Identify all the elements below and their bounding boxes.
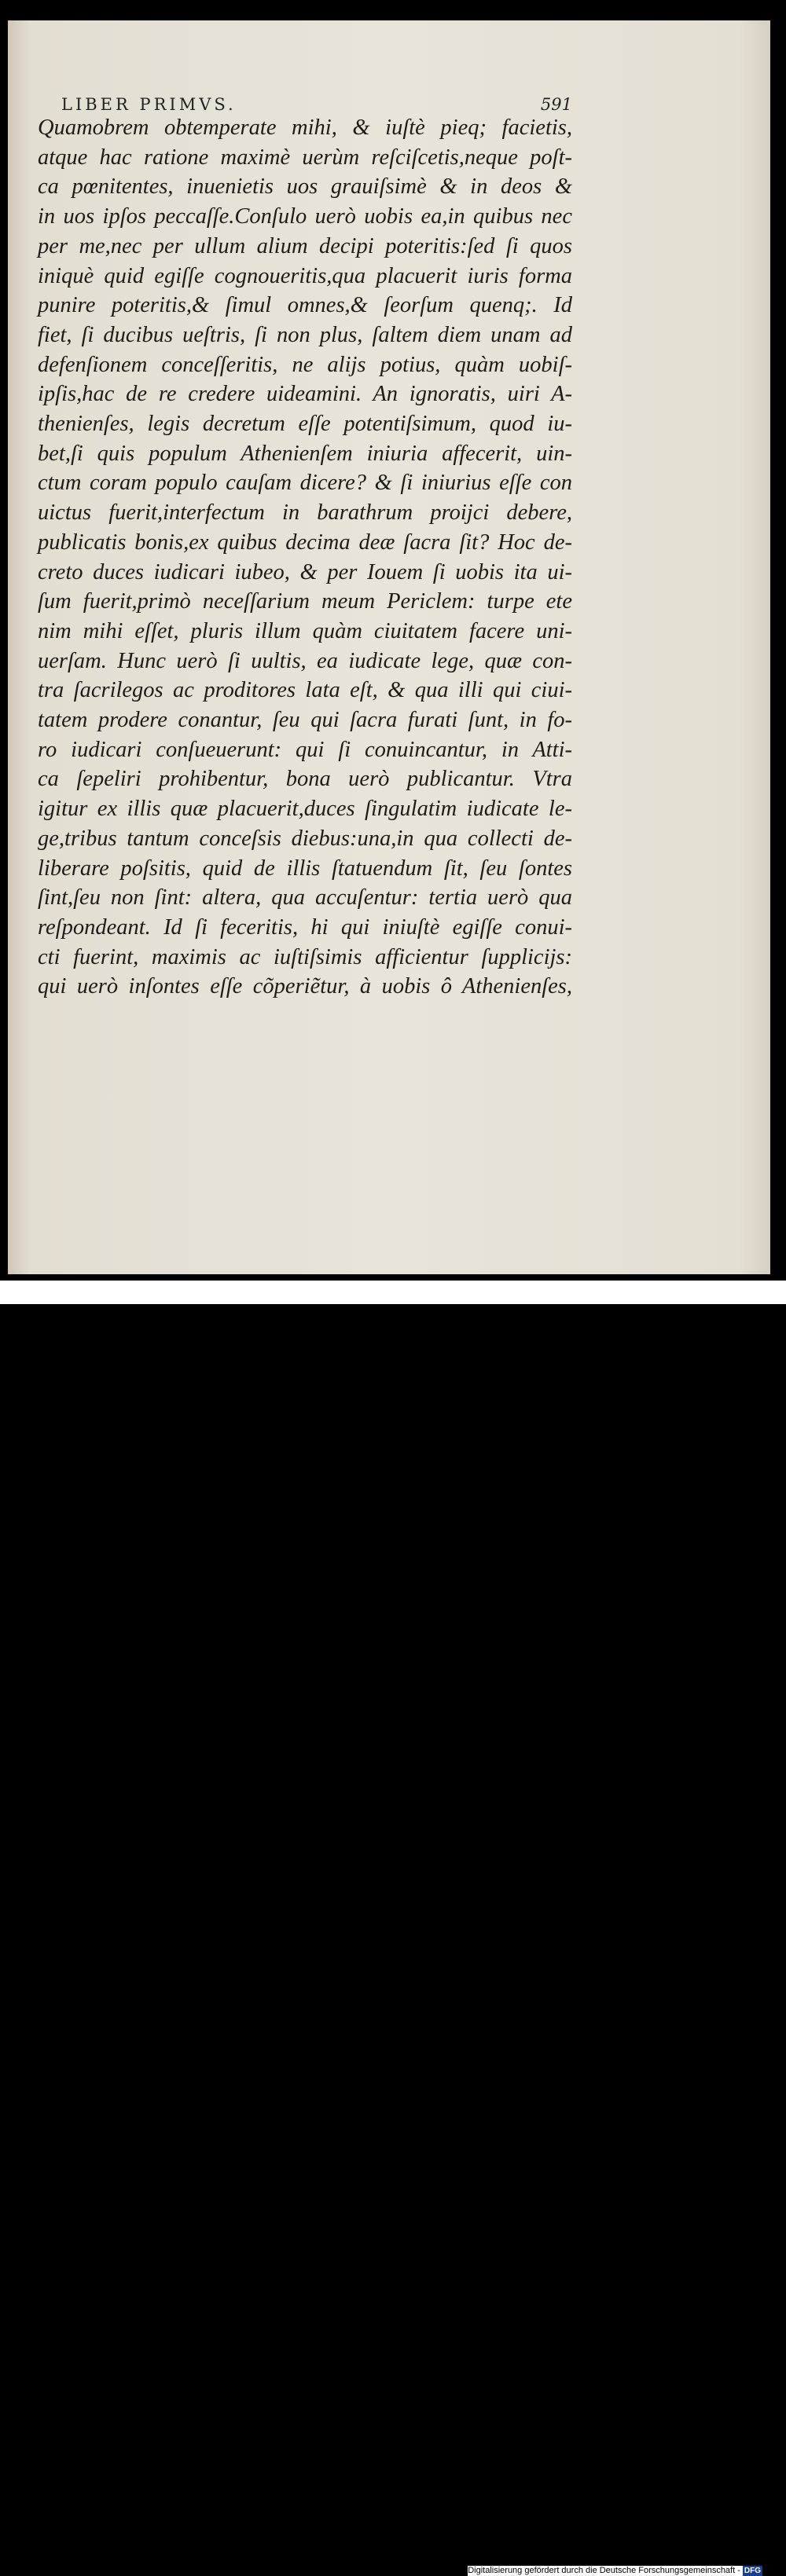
text-line: uictus fuerit,interfectum in barathrum proijci debere,: [38, 500, 572, 526]
text-line: defenſionem conceſſeritis, ne alijs potius, quàm uobiſ-: [38, 352, 572, 377]
book-page: [8, 20, 770, 1274]
text-line: iniquè quid egiſſe cognoueritis,qua placuerit iuris forma: [38, 263, 572, 288]
text-line: ge,tribus tantum conceſsis diebus:una,in qua collecti de-: [38, 826, 572, 851]
body-text: [38, 113, 572, 1002]
text-line: igitur ex illis quæ placuerit,duces ſingulatim iudicate le-: [38, 797, 572, 822]
text-line: qui uerò inſontes eſſe cõperiẽtur, à uobis ô Athenienſes,: [38, 974, 572, 999]
running-title: LIBER PRIMVS.: [61, 95, 237, 114]
text-line: publicatis bonis,ex quibus decima deæ ſacra ſit? Hoc de-: [38, 529, 572, 555]
text-line: ro iudicari conſueuerunt: qui ſi conuincantur, in Atti-: [38, 737, 572, 762]
text-line: tra ſacrilegos ac proditores lata eſt, & qua illi qui ciui-: [38, 678, 572, 703]
text-line: fiet, ſi ducibus ueſtris, ſi non plus, ſaltem diem unam ad: [38, 322, 572, 347]
credit-text: Digitalisierung gefördert durch die Deutsche Forschungsgemeinschaft -: [468, 2566, 740, 2575]
footer-bar: [0, 1281, 786, 2575]
text-line: ca ſepeliri prohibentur, bona uerò publicantur. Vtra: [38, 767, 572, 792]
text-line: ipſis,hac de re credere uideamini. An ignoratis, uiri A-: [38, 382, 572, 407]
text-line: punire poteritis,& ſimul omnes,& ſeorſum quenq;. Id: [38, 293, 572, 318]
text-line: in uos ipſos peccaſſe.Conſulo uerò uobis ea,in quibus nec: [38, 204, 572, 229]
text-line: tatem prodere conantur, ſeu qui ſacra furati ſunt, in fo-: [38, 708, 572, 733]
funding-credit: [468, 2566, 762, 2576]
text-line: per me,nec per ullum alium decipi poteritis:ſed ſi quos: [38, 233, 572, 258]
text-line: creto duces iudicari iubeo, & per Iouem ſi uobis ita ui-: [38, 559, 572, 584]
text-line: ctum coram populo cauſam dicere? & ſi iniurius eſſe con: [38, 471, 572, 496]
text-line: cti fuerint, maximis ac iuſtiſsimis afficientur ſupplicijs:: [38, 944, 572, 969]
page-number: 591: [540, 95, 572, 114]
text-line: nim mihi eſſet, pluris illum quàm ciuitatem facere uni-: [38, 618, 572, 643]
text-line: Quamobrem obtemperate mihi, & iuſtè pieq; facietis,: [38, 115, 572, 140]
text-line: atque hac ratione maximè uerùm reſciſcetis,neque poſt-: [38, 145, 572, 170]
text-line: thenienſes, legis decretum eſſe potentiſsimum, quod iu-: [38, 412, 572, 437]
text-line: bet,ſi quis populum Athenienſem iniuria affecerit, uin-: [38, 441, 572, 466]
text-line: reſpondeant. Id ſi feceritis, hi qui iniuſtè egiſſe conui-: [38, 914, 572, 940]
text-line: uerſam. Hunc uerò ſi uultis, ea iudicate lege, quæ con-: [38, 648, 572, 673]
text-line: ſum fuerit,primò neceſſarium meum Periclem: turpe ete: [38, 589, 572, 614]
text-line: liberare poſsitis, quid de illis ſtatuendum ſit, ſeu ſontes: [38, 856, 572, 881]
text-line: ſint,ſeu non ſint: altera, qua accuſentur: tertia uerò qua: [38, 885, 572, 911]
dfg-logo: DFG: [744, 2567, 761, 2575]
running-header: [61, 95, 572, 114]
text-line: ca pœnitentes, inuenietis uos grauiſsimè & in deos &: [38, 174, 572, 200]
